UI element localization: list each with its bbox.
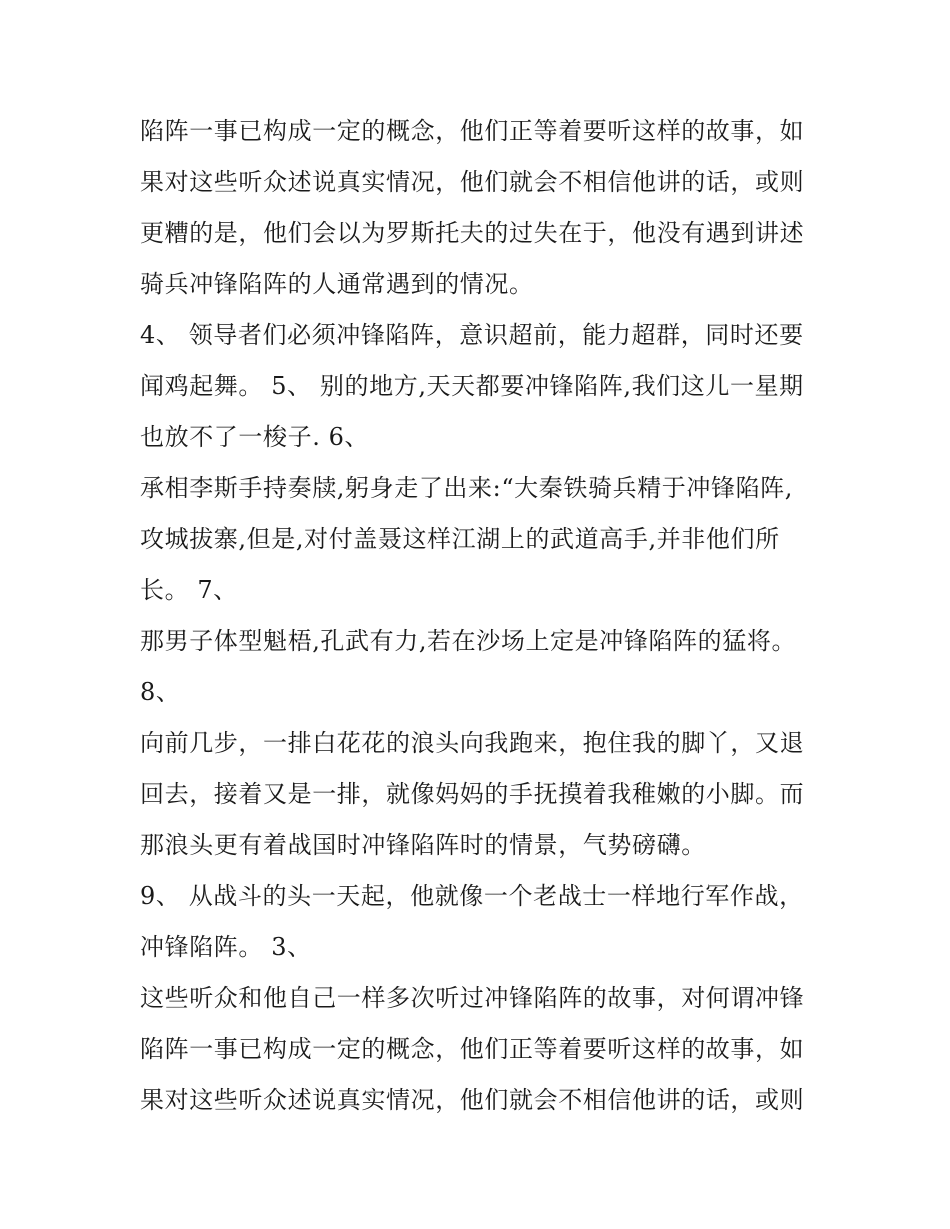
text-line: 向前几步，一排白花花的浪头向我跑来，抱住我的脚丫，又退 [140, 729, 805, 757]
text-line: 陷阵一事已构成一定的概念，他们正等着要听这样的故事，如 [140, 1035, 805, 1063]
text-line: 那男子体型魁梧,孔武有力,若在沙场上定是冲锋陷阵的猛将。 [140, 627, 797, 655]
text-line: 承相李斯手持奏牍,躬身走了出来:“大秦铁骑兵精于冲锋陷阵, [140, 474, 794, 502]
text-line: 陷阵一事已构成一定的概念，他们正等着要听这样的故事，如 [140, 117, 805, 145]
text-line: 闻鸡起舞。 5、 别的地方,天天都要冲锋陷阵,我们这儿一星期 [140, 372, 804, 400]
text-line: 4、 领导者们必须冲锋陷阵，意识超前，能力超群，同时还要 [140, 321, 804, 349]
text-line: 果对这些听众述说真实情况，他们就会不相信他讲的话，或则 [140, 1086, 805, 1114]
text-line: 8、 [140, 678, 181, 706]
text-line: 回去，接着又是一排，就像妈妈的手抚摸着我稚嫩的小脚。而 [140, 780, 805, 808]
text-line: 这些听众和他自己一样多次听过冲锋陷阵的故事，对何谓冲锋 [140, 984, 805, 1012]
text-line: 攻城拔寨,但是,对付盖聂这样江湖上的武道高手,并非他们所 [140, 525, 780, 553]
text-line: 长。 7、 [140, 576, 238, 604]
text-line: 更糟的是，他们会以为罗斯托夫的过失在于，他没有遇到讲述 [140, 219, 805, 247]
text-line: 骑兵冲锋陷阵的人通常遇到的情况。 [140, 270, 534, 298]
text-line: 冲锋陷阵。 3、 [140, 933, 312, 961]
text-line: 9、 从战斗的头一天起，他就像一个老战士一样地行军作战， [140, 882, 804, 910]
document-text [140, 106, 820, 1126]
text-line: 也放不了一梭子. 6、 [140, 423, 370, 451]
text-line: 那浪头更有着战国时冲锋陷阵时的情景，气势磅礴。 [140, 831, 706, 859]
text-line: 果对这些听众述说真实情况，他们就会不相信他讲的话，或则 [140, 168, 805, 196]
